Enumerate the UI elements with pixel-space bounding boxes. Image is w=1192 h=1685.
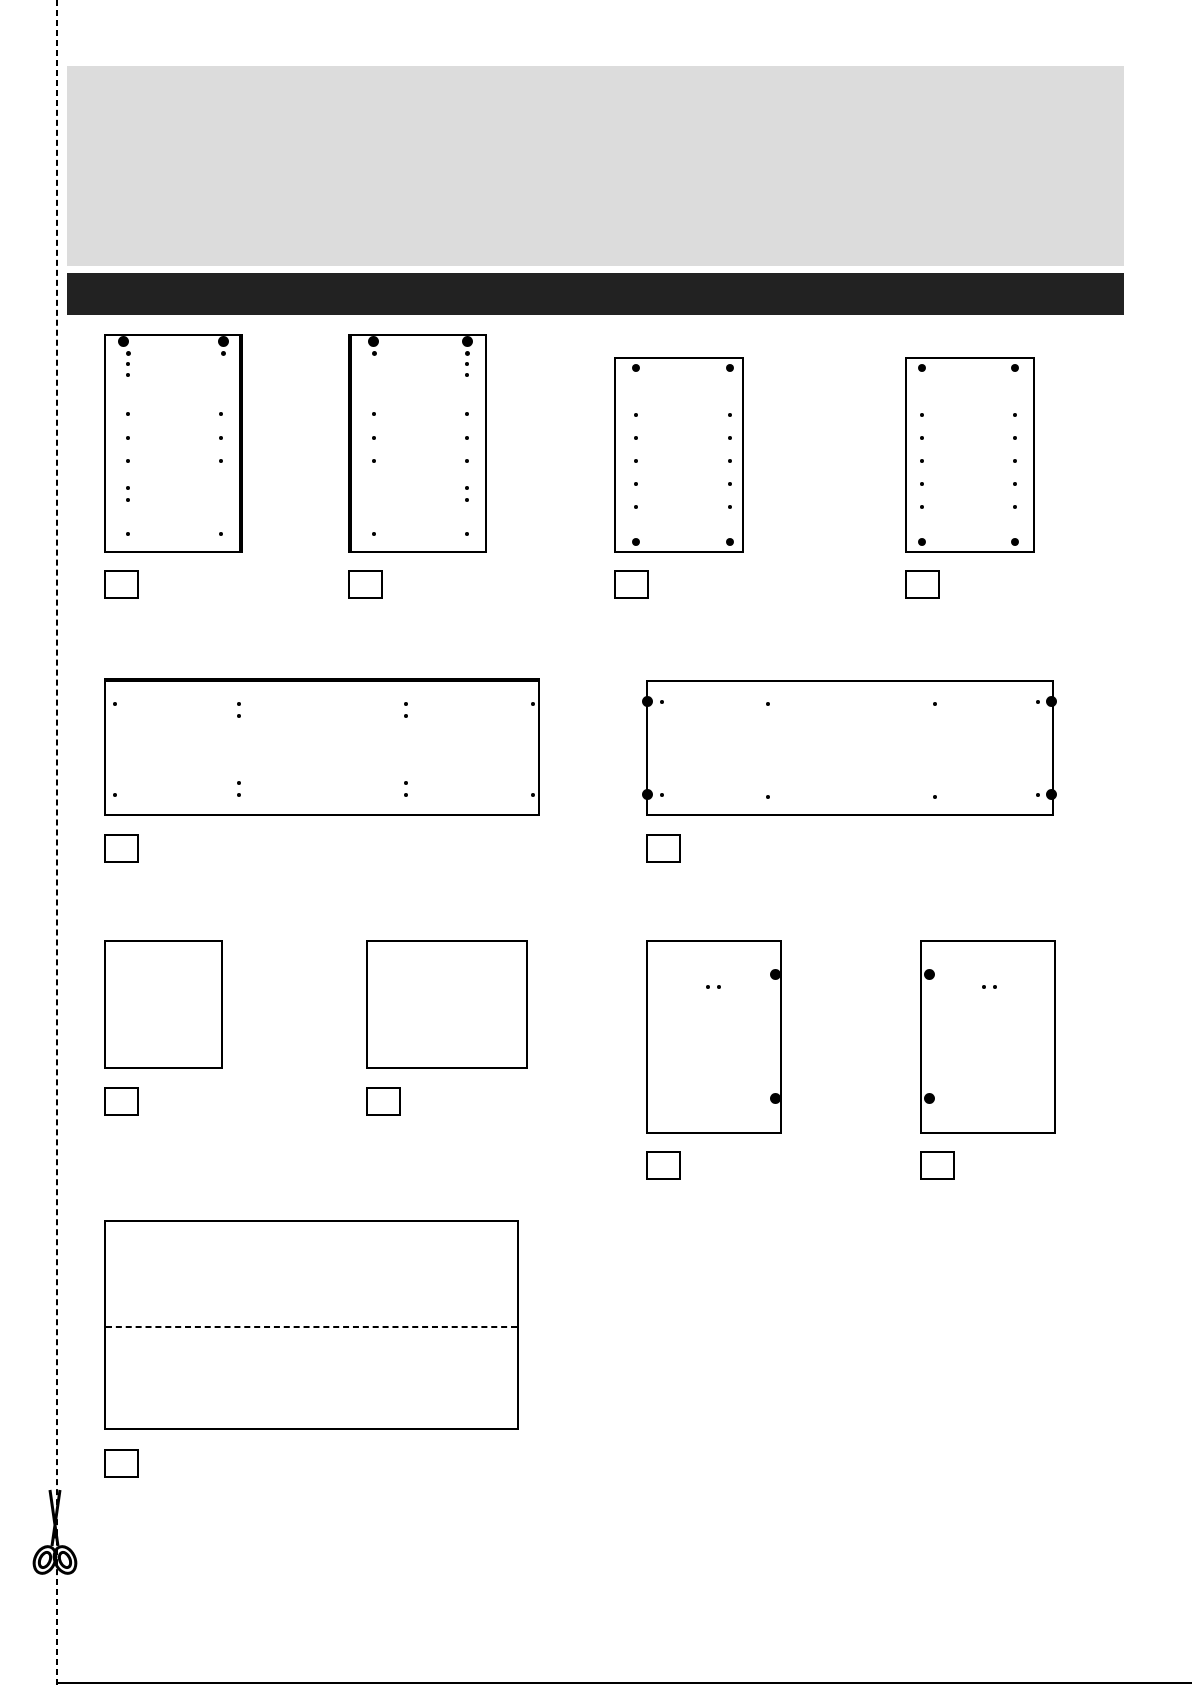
hole: [634, 413, 638, 417]
hole: [1011, 364, 1019, 372]
hole: [642, 696, 653, 707]
hole: [1013, 459, 1017, 463]
hole: [462, 336, 473, 347]
hole: [1013, 482, 1017, 486]
hole: [933, 702, 937, 706]
hole: [726, 364, 734, 372]
hole: [113, 793, 117, 797]
hole: [933, 795, 937, 799]
hole: [126, 362, 130, 366]
part-side-panel-left: [104, 334, 243, 553]
part-label-box: [366, 1087, 401, 1116]
part-label-box: [104, 1449, 139, 1478]
part-label-box: [348, 570, 383, 599]
hole: [728, 505, 732, 509]
bottom-rule: [56, 1682, 1192, 1684]
hole: [372, 532, 376, 536]
hole: [237, 781, 241, 785]
hole: [660, 700, 664, 704]
hole: [404, 781, 408, 785]
hole: [642, 789, 653, 800]
hole: [918, 364, 926, 372]
part-label-box: [104, 570, 139, 599]
hole: [1013, 413, 1017, 417]
hole: [728, 413, 732, 417]
hole: [465, 486, 469, 490]
hole: [465, 351, 470, 356]
hole: [219, 532, 223, 536]
part-divider-b: [905, 357, 1035, 553]
hole: [126, 436, 130, 440]
part-label-box: [646, 1151, 681, 1180]
hole: [634, 459, 638, 463]
hole: [920, 413, 924, 417]
hole: [404, 702, 408, 706]
hole: [372, 436, 376, 440]
part-door-right: [920, 940, 1056, 1134]
hole: [1046, 696, 1057, 707]
hole: [920, 505, 924, 509]
hole: [113, 702, 117, 706]
hole: [126, 373, 130, 377]
hole: [634, 482, 638, 486]
hole: [706, 985, 710, 989]
part-label-box: [614, 570, 649, 599]
hole: [465, 498, 469, 502]
scissors-icon: [28, 1488, 82, 1580]
hole: [465, 373, 469, 377]
hole: [1036, 700, 1040, 704]
hole: [368, 336, 379, 347]
hole: [1036, 793, 1040, 797]
hole: [221, 351, 226, 356]
part-label-box: [104, 1087, 139, 1116]
hole: [766, 702, 770, 706]
hole: [118, 336, 129, 347]
cut-dashed-line: [56, 0, 58, 1685]
hole: [726, 538, 734, 546]
hole: [126, 486, 130, 490]
hole: [218, 336, 229, 347]
hole: [918, 538, 926, 546]
hole: [1046, 789, 1057, 800]
hole: [404, 793, 408, 797]
hole: [237, 702, 241, 706]
hole: [924, 1093, 935, 1104]
hole: [219, 412, 223, 416]
part-small-panel-b: [366, 940, 528, 1069]
hole: [531, 793, 535, 797]
hole: [465, 412, 469, 416]
hole: [717, 985, 721, 989]
hole: [126, 498, 130, 502]
part-label-box: [646, 834, 681, 863]
hole: [219, 459, 223, 463]
hole: [632, 364, 640, 372]
hole: [766, 795, 770, 799]
part-door-left: [646, 940, 782, 1134]
part-label-box: [905, 570, 940, 599]
hole: [1013, 436, 1017, 440]
hole: [920, 436, 924, 440]
part-bottom-panel: [646, 680, 1054, 816]
hole: [728, 436, 732, 440]
hole: [465, 436, 469, 440]
hole: [634, 505, 638, 509]
hole: [993, 985, 997, 989]
hole: [372, 459, 376, 463]
part-small-panel-a: [104, 940, 223, 1069]
hole: [634, 436, 638, 440]
hole: [1013, 505, 1017, 509]
fold-line: [106, 1326, 517, 1328]
hole: [531, 702, 535, 706]
hole: [126, 412, 130, 416]
part-label-box: [920, 1151, 955, 1180]
hole: [372, 412, 376, 416]
hole: [126, 532, 130, 536]
hole: [982, 985, 986, 989]
hole: [920, 459, 924, 463]
hole: [465, 362, 469, 366]
part-back-panel: [104, 1220, 519, 1430]
hole: [660, 793, 664, 797]
hole: [1011, 538, 1019, 546]
hole: [237, 714, 241, 718]
hole: [728, 482, 732, 486]
hole: [126, 459, 130, 463]
hole: [632, 538, 640, 546]
hole: [404, 714, 408, 718]
header-area: [67, 66, 1124, 266]
hole: [237, 793, 241, 797]
hole: [770, 969, 781, 980]
title-bar: [67, 273, 1124, 315]
hole: [728, 459, 732, 463]
hole: [372, 351, 377, 356]
part-side-panel-right: [348, 334, 487, 553]
part-label-box: [104, 834, 139, 863]
hole: [126, 351, 131, 356]
part-divider-a: [614, 357, 744, 553]
hole: [465, 532, 469, 536]
hole: [770, 1093, 781, 1104]
part-top-panel: [104, 678, 540, 816]
hole: [920, 482, 924, 486]
hole: [219, 436, 223, 440]
hole: [924, 969, 935, 980]
hole: [465, 459, 469, 463]
